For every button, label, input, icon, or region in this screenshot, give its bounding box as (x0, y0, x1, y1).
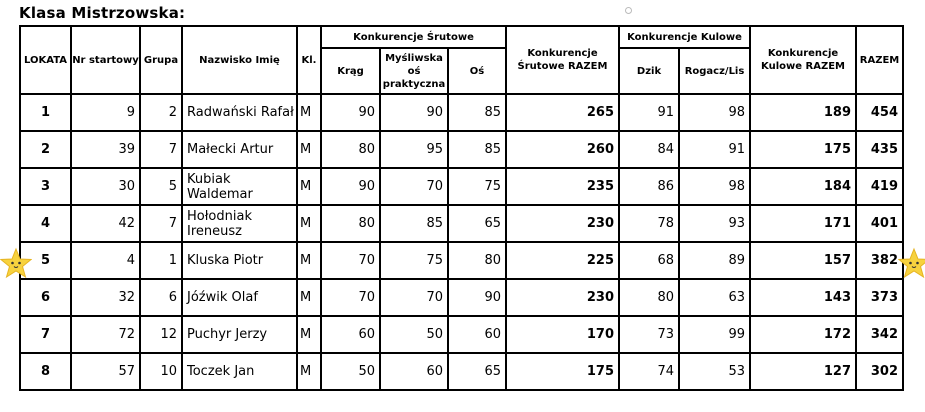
cell-os: 80 (448, 242, 506, 279)
cell-rogacz: 98 (679, 168, 750, 205)
cell-nr-startowy: 57 (71, 353, 140, 390)
cell-name: Puchyr Jerzy (182, 316, 297, 353)
header-dzik: Dzik (619, 48, 679, 94)
cell-razem: 382 (856, 242, 903, 279)
cell-name: Hołodniak Ireneusz (182, 205, 297, 242)
cell-lokata: 2 (20, 131, 71, 168)
cell-name: Kubiak Waldemar (182, 168, 297, 205)
cell-dzik: 73 (619, 316, 679, 353)
table-row (20, 242, 903, 279)
cell-grupa: 10 (140, 353, 182, 390)
cell-srutowe-razem: 170 (506, 316, 619, 353)
cell-krag: 80 (321, 131, 380, 168)
cell-grupa: 1 (140, 242, 182, 279)
cell-razem: 401 (856, 205, 903, 242)
cell-krag: 70 (321, 242, 380, 279)
cell-dzik: 78 (619, 205, 679, 242)
cell-os: 85 (448, 94, 506, 131)
cell-krag: 80 (321, 205, 380, 242)
cell-krag: 60 (321, 316, 380, 353)
cell-kulowe-razem: 175 (750, 131, 856, 168)
cell-srutowe-razem: 175 (506, 353, 619, 390)
cell-name: Małecki Artur (182, 131, 297, 168)
cell-kulowe-razem: 189 (750, 94, 856, 131)
cell-kulowe-razem: 184 (750, 168, 856, 205)
cell-krag: 90 (321, 94, 380, 131)
table-row (20, 168, 903, 205)
cell-kulowe-razem: 127 (750, 353, 856, 390)
cell-rogacz: 98 (679, 94, 750, 131)
cell-os: 85 (448, 131, 506, 168)
cell-kl: M (297, 242, 321, 279)
header-srutowe-group: Konkurencje Śrutowe (321, 26, 506, 48)
cell-srutowe-razem: 230 (506, 279, 619, 316)
cell-kulowe-razem: 171 (750, 205, 856, 242)
cell-kl: M (297, 94, 321, 131)
cell-rogacz: 89 (679, 242, 750, 279)
cell-srutowe-razem: 230 (506, 205, 619, 242)
cell-lokata: 7 (20, 316, 71, 353)
cell-name: Radwański Rafał (182, 94, 297, 131)
cell-os: 65 (448, 205, 506, 242)
cell-nr-startowy: 4 (71, 242, 140, 279)
cell-os: 60 (448, 316, 506, 353)
cell-mysliwska: 95 (380, 131, 448, 168)
cell-mysliwska: 60 (380, 353, 448, 390)
header-nr-startowy: Nr startowy (71, 26, 140, 94)
cell-kl: M (297, 205, 321, 242)
circle-marker-icon (625, 7, 632, 14)
cell-lokata: 6 (20, 279, 71, 316)
cell-kl: M (297, 279, 321, 316)
cell-grupa: 2 (140, 94, 182, 131)
header-razem: RAZEM (856, 26, 903, 94)
cell-krag: 50 (321, 353, 380, 390)
cell-dzik: 91 (619, 94, 679, 131)
star-emoji-icon (898, 247, 925, 279)
cell-lokata: 4 (20, 205, 71, 242)
cell-nr-startowy: 72 (71, 316, 140, 353)
cell-srutowe-razem: 260 (506, 131, 619, 168)
cell-krag: 90 (321, 168, 380, 205)
header-mysliwska: Myśliwska oś praktyczna (380, 48, 448, 94)
cell-rogacz: 53 (679, 353, 750, 390)
header-kulowe-group: Konkurencje Kulowe (619, 26, 750, 48)
cell-nr-startowy: 9 (71, 94, 140, 131)
cell-os: 90 (448, 279, 506, 316)
table-row (20, 131, 903, 168)
cell-kulowe-razem: 157 (750, 242, 856, 279)
cell-kl: M (297, 168, 321, 205)
cell-mysliwska: 75 (380, 242, 448, 279)
cell-name: Kluska Piotr (182, 242, 297, 279)
cell-lokata: 3 (20, 168, 71, 205)
header-srutowe-razem: Konkurencje Śrutowe RAZEM (506, 26, 619, 94)
cell-razem: 454 (856, 94, 903, 131)
cell-mysliwska: 70 (380, 168, 448, 205)
cell-os: 75 (448, 168, 506, 205)
cell-rogacz: 93 (679, 205, 750, 242)
header-name: Nazwisko Imię (182, 26, 297, 94)
cell-krag: 70 (321, 279, 380, 316)
cell-mysliwska: 85 (380, 205, 448, 242)
header-os: Oś (448, 48, 506, 94)
cell-mysliwska: 70 (380, 279, 448, 316)
cell-razem: 435 (856, 131, 903, 168)
table-row (20, 279, 903, 316)
star-emoji-icon (0, 247, 32, 279)
cell-grupa: 7 (140, 131, 182, 168)
cell-grupa: 12 (140, 316, 182, 353)
cell-dzik: 68 (619, 242, 679, 279)
table-row (20, 205, 903, 242)
cell-dzik: 86 (619, 168, 679, 205)
table-row (20, 94, 903, 131)
cell-rogacz: 91 (679, 131, 750, 168)
cell-lokata: 8 (20, 353, 71, 390)
header-lokata: LOKATA (20, 26, 71, 94)
header-kulowe-razem: Konkurencje Kulowe RAZEM (750, 26, 856, 94)
cell-grupa: 5 (140, 168, 182, 205)
header-rogacz: Rogacz/Lis (679, 48, 750, 94)
cell-grupa: 6 (140, 279, 182, 316)
cell-razem: 419 (856, 168, 903, 205)
cell-name: Toczek Jan (182, 353, 297, 390)
cell-rogacz: 63 (679, 279, 750, 316)
cell-kl: M (297, 131, 321, 168)
cell-kulowe-razem: 143 (750, 279, 856, 316)
table-row (20, 316, 903, 353)
cell-kl: M (297, 353, 321, 390)
cell-lokata: 5 (20, 242, 71, 279)
cell-razem: 342 (856, 316, 903, 353)
results-table (19, 25, 904, 391)
cell-lokata: 1 (20, 94, 71, 131)
page-title: Klasa Mistrzowska: (19, 4, 186, 22)
cell-nr-startowy: 30 (71, 168, 140, 205)
cell-srutowe-razem: 265 (506, 94, 619, 131)
cell-dzik: 84 (619, 131, 679, 168)
cell-kulowe-razem: 172 (750, 316, 856, 353)
cell-rogacz: 99 (679, 316, 750, 353)
header-kl: Kl. (297, 26, 321, 94)
cell-srutowe-razem: 235 (506, 168, 619, 205)
cell-razem: 373 (856, 279, 903, 316)
cell-nr-startowy: 32 (71, 279, 140, 316)
cell-mysliwska: 90 (380, 94, 448, 131)
header-krag: Krąg (321, 48, 380, 94)
cell-name: Jóźwik Olaf (182, 279, 297, 316)
cell-dzik: 74 (619, 353, 679, 390)
cell-kl: M (297, 316, 321, 353)
cell-nr-startowy: 42 (71, 205, 140, 242)
cell-srutowe-razem: 225 (506, 242, 619, 279)
cell-nr-startowy: 39 (71, 131, 140, 168)
cell-os: 65 (448, 353, 506, 390)
table-row (20, 353, 903, 390)
cell-mysliwska: 50 (380, 316, 448, 353)
cell-razem: 302 (856, 353, 903, 390)
cell-dzik: 80 (619, 279, 679, 316)
cell-grupa: 7 (140, 205, 182, 242)
header-grupa: Grupa (140, 26, 182, 94)
